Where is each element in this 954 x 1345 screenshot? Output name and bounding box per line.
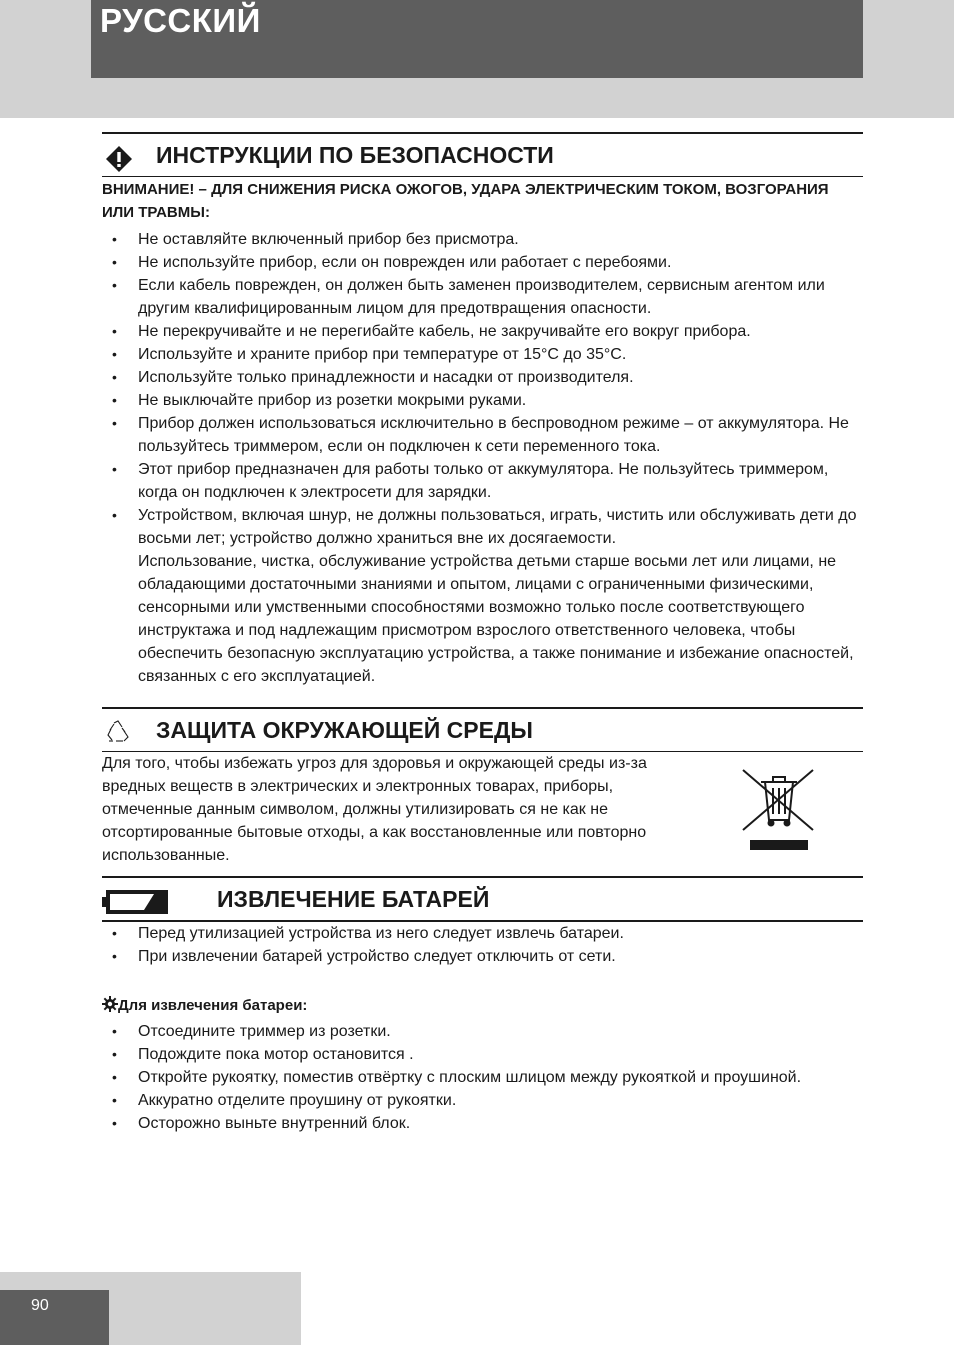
list-item: • Осторожно выньте внутренний блок. (102, 1112, 863, 1135)
page-number: 90 (31, 1297, 49, 1314)
list-item: • Не используйте прибор, если он поврежден или работает с перебоями. (102, 251, 863, 274)
battery-title: ИЗВЛЕЧЕНИЕ БАТАРЕЙ (217, 886, 490, 912)
list-item: • Используйте только принадлежности и насадки от производителя. (102, 366, 863, 389)
crossed-bin-icon (741, 768, 815, 855)
list-item: • Перед утилизацией устройства из него следует извлечь батареи. (102, 922, 863, 945)
environment-section-header (102, 707, 863, 752)
battery-section-header (102, 876, 863, 922)
list-item: • Устройством, включая шнур, не должны пользоваться, играть, чистить или обслуживать дети до восьми лет; устройство должно храниться вне их досягаемости. (102, 504, 863, 550)
list-item: • Не выключайте прибор из розетки мокрыми руками. (102, 389, 863, 412)
safety-list (102, 228, 863, 550)
safety-title: ИНСТРУКЦИИ ПО БЕЗОПАСНОСТИ (156, 142, 554, 168)
list-item: • Этот прибор предназначен для работы только от аккумулятора. Не пользуйтесь триммером, когда он подключен к электросети для зарядки. (102, 458, 863, 504)
page-content (102, 132, 863, 1135)
steps-title-text: Для извлечения батареи: (118, 997, 308, 1014)
safety-section-header (102, 132, 863, 177)
battery-steps (102, 1020, 863, 1135)
battery-steps-title (102, 994, 863, 1020)
environment-text: Для того, чтобы избежать угроз для здоровья и окружающей среды из-за вредных веществ в электрических и электронных товарах, приборы, отмеченные данным символом, должны утилизировать ся не как не отсортированные бытовые отходы, а как восстановленные или повторно использованные. (102, 755, 647, 864)
list-item: • Откройте рукоятку, поместив отвёртку с плоским шлицом между рукояткой и проушиной. (102, 1066, 863, 1089)
environment-body (102, 752, 863, 872)
gear-icon (102, 996, 118, 1020)
warning-icon (105, 146, 133, 177)
recycle-icon (105, 720, 131, 749)
page-number-box (0, 1290, 109, 1345)
list-item: • Не оставляйте включенный прибор без присмотра. (102, 228, 863, 251)
language-title: РУССКИЙ (100, 2, 261, 39)
list-item: • Используйте и храните прибор при температуре от 15°C до 35°C. (102, 343, 863, 366)
list-item: • Если кабель поврежден, он должен быть заменен производителем, сервисным агентом или другим квалифицированным лицом для предотвращения опасности. (102, 274, 863, 320)
list-item: • Отсоедините триммер из розетки. (102, 1020, 863, 1043)
list-item: • Прибор должен использоваться исключительно в беспроводном режиме – от аккумулятора. Не пользуйтесь триммером, если он подключен к сети переменного тока. (102, 412, 863, 458)
safety-warning: ВНИМАНИЕ! – ДЛЯ СНИЖЕНИЯ РИСКА ОЖОГОВ, УДАРА ЭЛЕКТРИЧЕСКИМ ТОКОМ, ВОЗГОРАНИЯ ИЛИ ТРАВМЫ: (102, 181, 829, 221)
list-item: • При извлечении батарей устройство следует отключить от сети. (102, 945, 863, 968)
list-item: • Не перекручивайте и не перегибайте кабель, не закручивайте его вокруг прибора. (102, 320, 863, 343)
environment-title: ЗАЩИТА ОКРУЖАЮЩЕЙ СРЕДЫ (156, 717, 533, 743)
safety-note: Использование, чистка, обслуживание устройства детьми старше восьми лет или лицами, не обладающими достаточными знаниями и опытом, лицами с ограниченными физическими, сенсорными или умственными способностями возможно только после соответствующего инструктажа и под надлежащим присмотром взрослого ответственного человека, чтобы обеспечить безопасную эксплуатацию устройства, а также понимание и избежание опасностей, связанных с его эксплуатацией. (138, 553, 854, 685)
list-item: • Подождите пока мотор остановится . (102, 1043, 863, 1066)
battery-icon (102, 889, 170, 920)
battery-list (102, 922, 863, 968)
list-item: • Аккуратно отделите проушину от рукоятки. (102, 1089, 863, 1112)
